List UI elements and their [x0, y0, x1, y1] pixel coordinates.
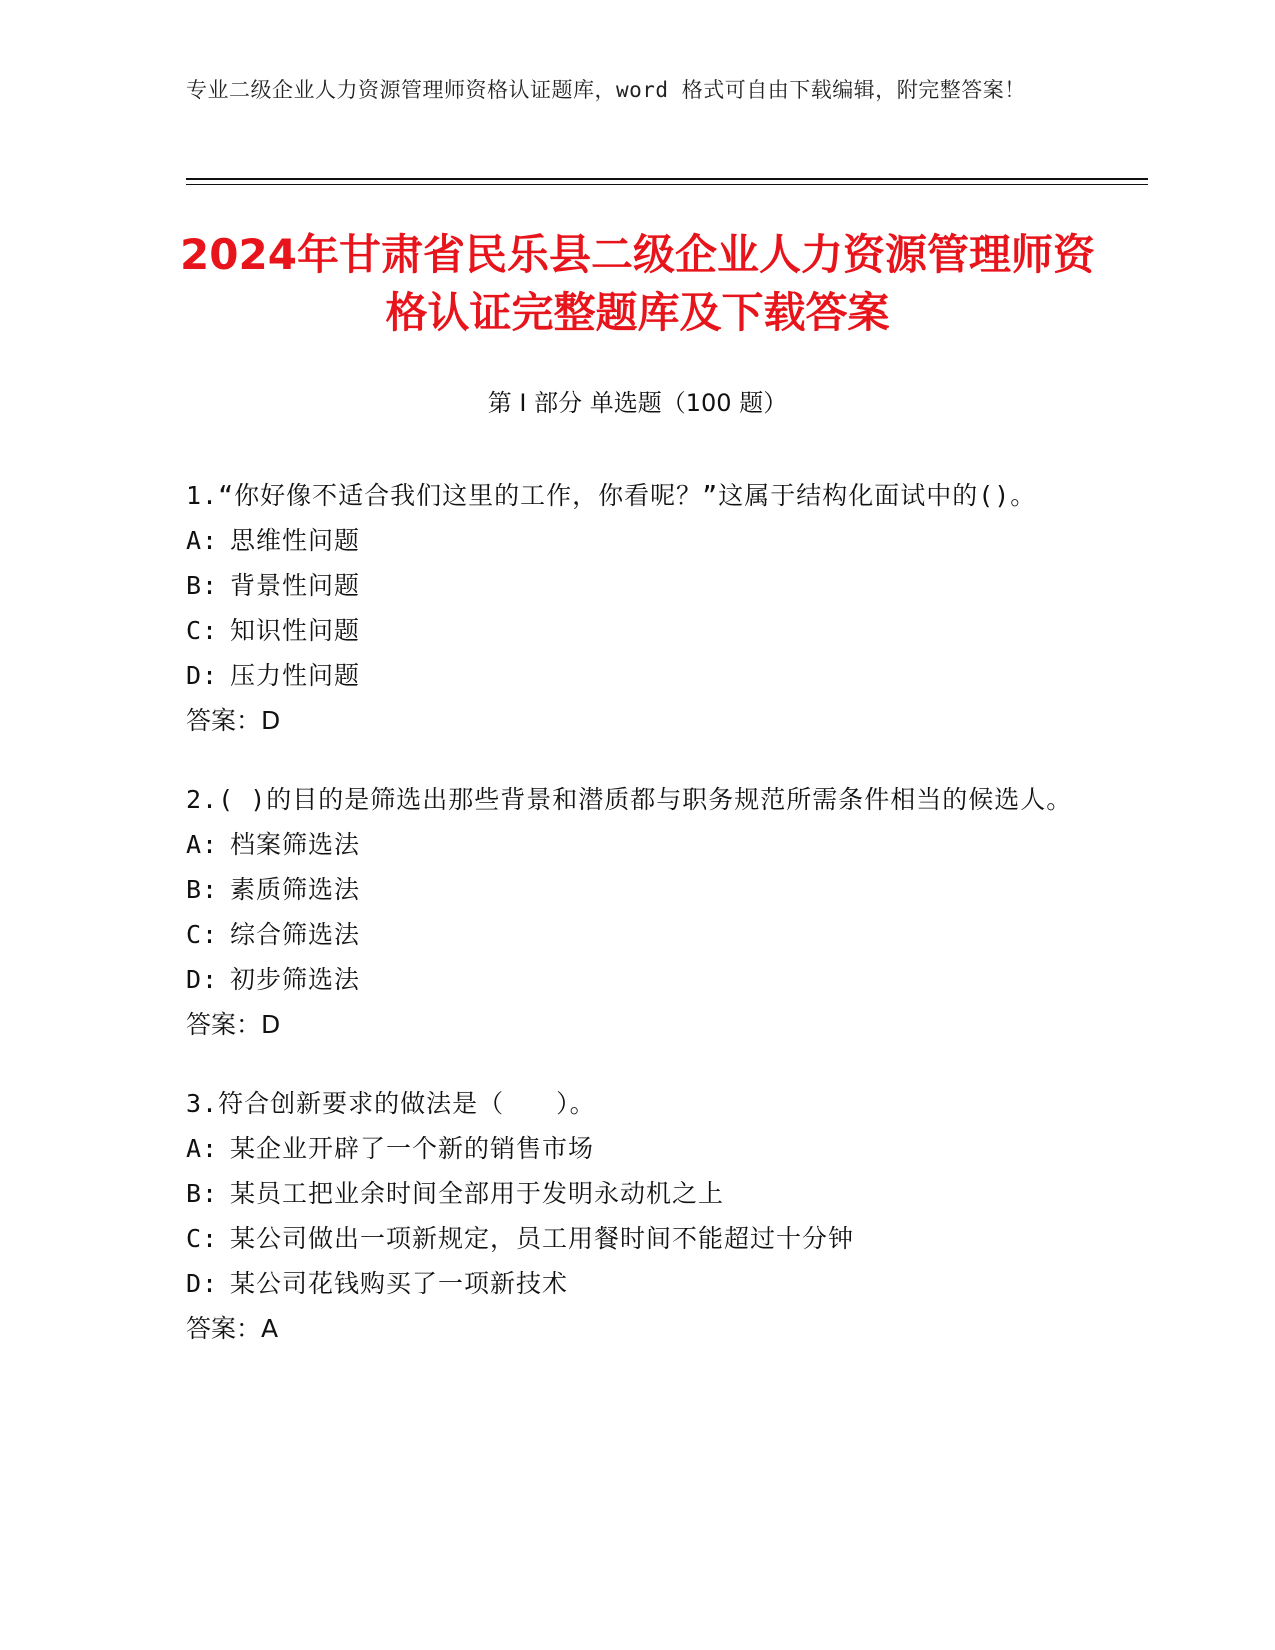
header-note: 专业二级企业人力资源管理师资格认证题库，word 格式可自由下载编辑，附完整答案！ — [186, 78, 1026, 102]
answer-line: 答案：D — [186, 706, 281, 735]
option-letter: D: — [186, 1269, 219, 1298]
option-c — [186, 608, 1086, 653]
header-divider-thick — [186, 178, 1148, 180]
option-letter: B: — [186, 1179, 219, 1208]
option-c — [186, 912, 1086, 957]
option-text: 档案筛选法 — [230, 830, 361, 859]
option-letter: C: — [186, 1224, 219, 1253]
option-c — [186, 1216, 1086, 1261]
option-letter: B: — [186, 571, 219, 600]
option-letter: A: — [186, 830, 219, 859]
header-divider-thin — [186, 184, 1148, 185]
option-text: 某企业开辟了一个新的销售市场 — [230, 1134, 595, 1163]
option-text: 综合筛选法 — [230, 920, 361, 949]
option-a — [186, 518, 1086, 563]
option-a — [186, 1126, 1086, 1171]
answer-line: 答案：D — [186, 1010, 281, 1039]
option-b — [186, 1171, 1086, 1216]
option-letter: B: — [186, 875, 219, 904]
option-letter: C: — [186, 920, 219, 949]
option-text: 某员工把业余时间全部用于发明永动机之上 — [230, 1179, 725, 1208]
option-a — [186, 822, 1086, 867]
question-1 — [186, 474, 1086, 744]
section-heading: 第 I 部分 单选题（100 题） — [487, 389, 788, 417]
option-letter: C: — [186, 616, 219, 645]
document-title: 2024年甘肃省民乐县二级企业人力资源管理师资格认证完整题库及下载答案 — [180, 230, 1095, 337]
option-letter: D: — [186, 661, 219, 690]
option-b — [186, 867, 1086, 912]
answer-line: 答案：A — [186, 1314, 279, 1343]
option-text: 背景性问题 — [230, 571, 361, 600]
question-text: 3.符合创新要求的做法是（ ）。 — [186, 1089, 596, 1118]
option-text: 素质筛选法 — [230, 875, 361, 904]
option-d — [186, 957, 1086, 1002]
option-letter: A: — [186, 526, 219, 555]
option-b — [186, 563, 1086, 608]
option-letter: D: — [186, 965, 219, 994]
question-text: 2.( )的目的是筛选出那些背景和潜质都与职务规范所需条件相当的候选人。 — [186, 785, 1073, 814]
option-text: 知识性问题 — [230, 616, 361, 645]
question-3 — [186, 1082, 1086, 1352]
option-text: 初步筛选法 — [230, 965, 361, 994]
question-list — [186, 474, 1086, 1386]
option-letter: A: — [186, 1134, 219, 1163]
option-text: 某公司花钱购买了一项新技术 — [230, 1269, 569, 1298]
option-text: 思维性问题 — [230, 526, 361, 555]
option-text: 某公司做出一项新规定，员工用餐时间不能超过十分钟 — [230, 1224, 855, 1253]
question-2 — [186, 778, 1086, 1048]
option-d — [186, 1261, 1086, 1306]
question-text: 1.“你好像不适合我们这里的工作，你看呢？”这属于结构化面试中的()。 — [186, 481, 1037, 510]
option-text: 压力性问题 — [230, 661, 361, 690]
option-d — [186, 653, 1086, 698]
